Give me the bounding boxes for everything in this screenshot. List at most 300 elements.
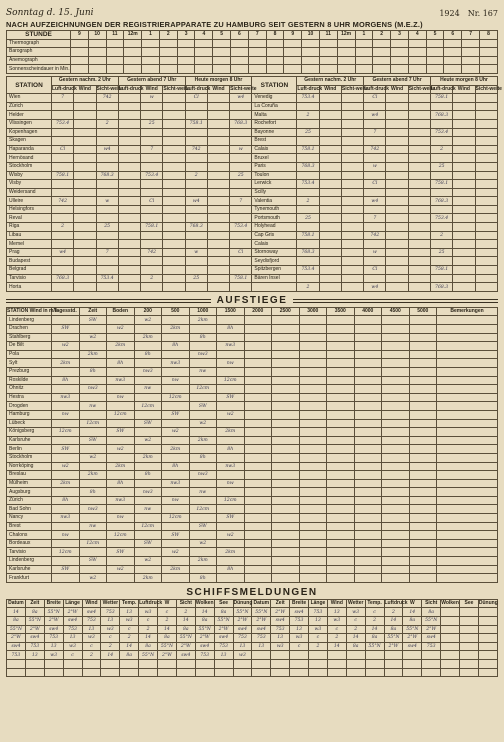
schiff-value: 753: [422, 642, 441, 651]
right-obs-value: 2: [297, 111, 319, 120]
schiff-col-header: See: [460, 599, 479, 608]
right-obs-value: [408, 248, 430, 257]
hour-value: [231, 39, 249, 48]
right-obs-value: [475, 240, 497, 249]
subcol-header: Sicht-weite: [96, 85, 123, 92]
aufstiege-value: nw3: [107, 496, 135, 505]
right-obs-value: 768.3: [297, 162, 319, 171]
schiff-value: [478, 668, 497, 677]
aufstiege-value: [437, 514, 498, 523]
left-obs-value: 742: [52, 197, 74, 206]
aufstiege-value: [382, 539, 410, 548]
right-obs-value: [386, 145, 408, 154]
aufstiege-value: [272, 496, 300, 505]
hour-cell: 3: [177, 31, 195, 40]
aufstiege-station: Stockholm: [7, 453, 52, 462]
schiff-value: [233, 668, 252, 677]
left-obs-value: [118, 171, 140, 180]
aufstiege-value: nw: [217, 479, 245, 488]
schiff-value: [120, 659, 139, 668]
right-obs-value: 758.1: [297, 145, 319, 154]
aufstiege-value: [107, 419, 135, 428]
aufstiege-value: [354, 462, 382, 471]
aufstiege-value: SW: [217, 393, 245, 402]
schiff-value: [25, 668, 44, 677]
aufstiege-value: [382, 574, 410, 583]
right-obs-value: [430, 223, 452, 232]
left-obs-value: [185, 111, 207, 120]
schiff-value: 13: [290, 625, 309, 634]
schiff-value: sw4: [233, 625, 252, 634]
aufstiege-value: nw3: [162, 359, 190, 368]
schiff-value: 14: [176, 617, 195, 626]
aufstiege-value: [409, 453, 437, 462]
hour-value: [337, 48, 355, 57]
aufstiege-value: [437, 539, 498, 548]
aufstiege-value: [437, 367, 498, 376]
aufstiege-value: [189, 565, 217, 574]
left-obs-value: [207, 197, 229, 206]
left-obs-value: [230, 188, 252, 197]
schiff-value: [346, 668, 365, 677]
aufstiege-value: [382, 445, 410, 454]
aufstiege-value: [409, 402, 437, 411]
aufstiege-value: [354, 548, 382, 557]
aufstiege-value: [189, 462, 217, 471]
left-obs-value: 25: [185, 274, 207, 283]
aufstiege-value: SW: [52, 565, 80, 574]
aufstiege-value: [272, 385, 300, 394]
subcol-header: Luft-druck: [297, 85, 323, 92]
hour-value: [408, 65, 426, 74]
aufstiege-value: [217, 488, 245, 497]
schiff-value: [271, 659, 290, 668]
aufstiege-value: [437, 445, 498, 454]
aufstiege-value: [107, 539, 135, 548]
right-station-name: Brest: [252, 137, 297, 146]
right-obs-value: [408, 266, 430, 275]
left-obs-value: [118, 128, 140, 137]
right-obs-value: [386, 94, 408, 103]
aufstiege-value: 2km: [189, 436, 217, 445]
aufstiege-value: [437, 557, 498, 566]
aufstiege-value: w2: [134, 436, 162, 445]
aufstiege-value: [244, 402, 272, 411]
left-obs-value: [163, 111, 185, 120]
aufstiege-value: [327, 496, 355, 505]
schiff-value: sw4: [271, 617, 290, 626]
schiff-value: 8a: [120, 651, 139, 660]
schiff-value: 8a: [422, 608, 441, 617]
aufstiege-value: [52, 505, 80, 514]
schiff-value: [422, 659, 441, 668]
schiff-value: 753: [44, 634, 63, 643]
aufstiege-value: [272, 359, 300, 368]
schiff-value: 2°W: [63, 608, 82, 617]
right-obs-value: 25: [430, 248, 452, 257]
aufstiege-value: [299, 496, 327, 505]
right-obs-value: [475, 223, 497, 232]
aufstiege-value: 8h: [162, 462, 190, 471]
right-obs-value: [475, 248, 497, 257]
hour-value: [426, 56, 444, 65]
aufstiege-value: [409, 471, 437, 480]
left-group-header: Gestern nachm. 2 Uhr: [52, 76, 119, 85]
schiff-value: 8a: [139, 642, 158, 651]
right-obs-value: [319, 188, 341, 197]
hour-value: [106, 48, 124, 57]
left-obs-value: [118, 248, 140, 257]
schiff-col-header: Breite: [44, 599, 63, 608]
issue-number: Nr. 167: [467, 9, 498, 18]
aufstiege-value: [409, 531, 437, 540]
schiff-value: [422, 668, 441, 677]
hour-value: [337, 65, 355, 74]
left-obs-value: [96, 266, 118, 275]
aufstiege-value: nw3: [189, 471, 217, 480]
schiff-value: [233, 659, 252, 668]
hour-value: [302, 65, 320, 74]
hour-value: [391, 48, 409, 57]
subcol-header: Sicht-weite: [163, 85, 190, 92]
left-obs-value: [74, 180, 96, 189]
aufstiege-value: [244, 505, 272, 514]
aufstiege-value: [354, 445, 382, 454]
schiff-value: sw4: [63, 617, 82, 626]
aufstiege-value: 12cm: [134, 522, 162, 531]
aufstiege-value: [244, 488, 272, 497]
right-obs-value: [386, 248, 408, 257]
hour-value: [231, 48, 249, 57]
left-obs-value: [185, 180, 207, 189]
hour-value: [391, 39, 409, 48]
aufstiege-value: [244, 350, 272, 359]
left-obs-value: [163, 197, 185, 206]
aufstiege-value: [244, 342, 272, 351]
schiff-value: 2: [309, 642, 328, 651]
right-obs-value: 7: [364, 128, 386, 137]
left-obs-value: [118, 154, 140, 163]
schiff-col-header: Breite: [290, 599, 309, 608]
aufstiege-value: [409, 419, 437, 428]
aufstiege-title: AUFSTIEGE: [216, 295, 288, 307]
right-obs-value: [408, 223, 430, 232]
schiff-value: [176, 668, 195, 677]
left-obs-value: [141, 214, 163, 223]
hour-value: [319, 48, 337, 57]
aufstiege-value: [327, 531, 355, 540]
aufstiege-value: [299, 453, 327, 462]
schiff-value: [214, 668, 233, 677]
left-obs-value: [141, 266, 163, 275]
aufstiege-value: nw: [79, 522, 107, 531]
right-obs-value: [453, 248, 475, 257]
aufstiege-value: [437, 359, 498, 368]
left-obs-value: Cl: [52, 145, 74, 154]
schiff-value: [460, 634, 479, 643]
schiff-value: 55°N: [233, 608, 252, 617]
schiff-heading: [6, 587, 498, 599]
schiff-value: c: [309, 634, 328, 643]
hour-value: [337, 39, 355, 48]
schiff-value: [403, 651, 422, 660]
right-obs-value: [453, 240, 475, 249]
right-obs-value: [364, 240, 386, 249]
left-obs-value: [207, 137, 229, 146]
left-obs-value: [118, 223, 140, 232]
right-obs-value: [408, 257, 430, 266]
right-obs-value: w4: [364, 283, 386, 292]
left-obs-value: [230, 154, 252, 163]
schiff-value: 753: [271, 625, 290, 634]
aufstiege-value: [409, 376, 437, 385]
left-station-name: Tarvisio: [7, 274, 52, 283]
schiff-value: [346, 651, 365, 660]
hour-value: [355, 39, 373, 48]
schiff-value: [44, 668, 63, 677]
schiff-value: 753: [290, 617, 309, 626]
right-obs-value: [408, 188, 430, 197]
aufstiege-value: [52, 419, 80, 428]
left-obs-value: w: [96, 197, 118, 206]
left-obs-value: [74, 154, 96, 163]
aufstiege-value: 2km: [107, 342, 135, 351]
aufstiege-value: [382, 565, 410, 574]
right-station-name: Calais: [252, 240, 297, 249]
aufstiege-value: [272, 539, 300, 548]
left-obs-value: 768.3: [96, 171, 118, 180]
aufstiege-value: nw: [189, 488, 217, 497]
schiff-col-header: Temp.: [120, 599, 139, 608]
hour-value: [302, 39, 320, 48]
aufstiege-value: [244, 333, 272, 342]
aufstiege-value: [437, 428, 498, 437]
left-obs-value: w: [185, 248, 207, 257]
schiff-col-header: Sicht: [422, 599, 441, 608]
left-obs-value: 2: [185, 171, 207, 180]
schiff-value: c: [365, 608, 384, 617]
aufstiege-value: [409, 359, 437, 368]
schiff-value: [176, 659, 195, 668]
schiff-value: 14: [403, 608, 422, 617]
aufstiege-value: SW: [162, 531, 190, 540]
schiff-value: 753: [252, 634, 271, 643]
aufstiege-col-header: Boden: [107, 307, 135, 316]
schiff-title: SCHIFFSMELDUNGEN: [186, 587, 318, 599]
left-obs-value: [74, 240, 96, 249]
hour-value: [426, 65, 444, 74]
aufstiege-station: Ohnitz: [7, 385, 52, 394]
aufstiege-value: 2km: [107, 462, 135, 471]
aufstiege-value: [327, 402, 355, 411]
schiff-value: 2°W: [44, 617, 63, 626]
schiff-value: 2°W: [25, 625, 44, 634]
aufstiege-value: [382, 359, 410, 368]
aufstiege-value: [162, 333, 190, 342]
hour-value: [319, 56, 337, 65]
aufstiege-value: [272, 410, 300, 419]
schiff-value: [252, 659, 271, 668]
aufstiege-value: [327, 419, 355, 428]
schiff-value: [441, 668, 460, 677]
aufstiege-value: [134, 393, 162, 402]
aufstiege-value: [189, 479, 217, 488]
right-station-name: Cap Gris: [252, 231, 297, 240]
left-obs-value: [207, 214, 229, 223]
aufstiege-value: 2km: [52, 359, 80, 368]
schiff-value: w3: [44, 651, 63, 660]
schiff-value: sw4: [422, 634, 441, 643]
right-obs-value: [475, 274, 497, 283]
left-obs-value: [207, 274, 229, 283]
left-obs-value: w: [230, 145, 252, 154]
aufstiege-value: [299, 574, 327, 583]
schiff-value: sw4: [82, 608, 101, 617]
aufstiege-value: [354, 488, 382, 497]
schiff-value: 13: [327, 608, 346, 617]
aufstiege-value: [107, 557, 135, 566]
schiff-col-header: Dünung: [233, 600, 253, 607]
left-obs-value: [207, 162, 229, 171]
right-obs-value: [319, 162, 341, 171]
schiff-value: 13: [25, 651, 44, 660]
left-obs-value: [207, 102, 229, 111]
aufstiege-value: 8h: [217, 445, 245, 454]
left-obs-value: [163, 180, 185, 189]
schiff-value: 55°N: [7, 625, 26, 634]
right-obs-value: [453, 145, 475, 154]
left-station-name: Haparanda: [7, 145, 52, 154]
schiff-value: w3: [120, 617, 139, 626]
aufstiege-value: [79, 462, 107, 471]
schiff-value: [195, 668, 214, 677]
left-obs-value: [207, 231, 229, 240]
left-obs-value: [96, 283, 118, 292]
schiff-value: [460, 642, 479, 651]
left-station-name: Reval: [7, 214, 52, 223]
schiff-value: 55°N: [365, 642, 384, 651]
schiff-value: 13: [252, 642, 271, 651]
schiff-value: 753: [101, 608, 120, 617]
aufstiege-value: [79, 479, 107, 488]
aufstiege-value: [217, 385, 245, 394]
right-obs-value: [475, 154, 497, 163]
left-obs-value: [52, 180, 74, 189]
right-obs-value: [386, 128, 408, 137]
aufstiege-value: [354, 393, 382, 402]
left-obs-value: [163, 231, 185, 240]
hour-value: [213, 56, 231, 65]
right-obs-value: [475, 162, 497, 171]
hourly-table: [6, 30, 498, 74]
aufstiege-value: [437, 436, 498, 445]
schiff-value: 13: [120, 608, 139, 617]
right-obs-value: 768.3: [430, 283, 452, 292]
schiff-col-header: Wind: [327, 599, 346, 608]
aufstiege-value: [327, 522, 355, 531]
hour-value: [177, 65, 195, 74]
aufstiege-value: [299, 505, 327, 514]
aufstiege-value: [327, 333, 355, 342]
aufstiege-value: [244, 557, 272, 566]
schiff-col-header: W: [158, 599, 177, 608]
schiff-value: [478, 659, 497, 668]
left-station-name: Wien: [7, 94, 52, 103]
right-obs-value: [341, 171, 363, 180]
subcol-header: Wind: [207, 85, 229, 94]
left-obs-value: 758.1: [230, 274, 252, 283]
right-obs-value: 25: [297, 128, 319, 137]
hour-value: [213, 65, 231, 74]
aufstiege-value: [327, 342, 355, 351]
left-station-name: Horta: [7, 283, 52, 292]
left-obs-value: [207, 145, 229, 154]
schiff-value: 8a: [214, 608, 233, 617]
schiff-value: [271, 668, 290, 677]
aufstiege-value: 12cm: [217, 376, 245, 385]
left-obs-value: [207, 223, 229, 232]
right-obs-value: [319, 240, 341, 249]
aufstiege-value: nw: [189, 367, 217, 376]
right-obs-value: [386, 162, 408, 171]
left-station-name: Belgrad: [7, 266, 52, 275]
left-obs-value: w4: [52, 248, 74, 257]
aufstiege-value: [162, 505, 190, 514]
hour-cell: 4: [408, 31, 426, 40]
handwritten-date: Sonntag d. 15. Juni: [6, 8, 94, 18]
schiff-value: [460, 659, 479, 668]
right-obs-value: [386, 231, 408, 240]
aufstiege-value: nw3: [162, 479, 190, 488]
right-obs-value: [319, 231, 341, 240]
aufstiege-value: [244, 496, 272, 505]
aufstiege-value: [272, 531, 300, 540]
hour-cell: 6: [231, 31, 249, 40]
schiff-value: [82, 659, 101, 668]
schiff-value: 2: [346, 625, 365, 634]
left-obs-value: [207, 188, 229, 197]
aufstiege-value: [107, 402, 135, 411]
aufstiege-value: [354, 342, 382, 351]
aufstiege-value: [244, 359, 272, 368]
aufstiege-value: [217, 539, 245, 548]
aufstiege-value: [382, 350, 410, 359]
left-obs-value: [74, 145, 96, 154]
aufstiege-station: Berlin: [7, 445, 52, 454]
left-obs-value: [74, 274, 96, 283]
aufstiege-value: nw: [134, 385, 162, 394]
schiff-value: 55°N: [25, 617, 44, 626]
aufstiege-station: Karlsruhe: [7, 565, 52, 574]
left-obs-value: [52, 240, 74, 249]
left-obs-value: [207, 283, 229, 292]
left-obs-value: [52, 162, 74, 171]
right-obs-value: [453, 188, 475, 197]
left-obs-value: [118, 94, 140, 103]
right-obs-value: [297, 274, 319, 283]
aufstiege-col-header: STATION Wind in m/s: [7, 308, 58, 315]
aufstiege-value: [189, 342, 217, 351]
aufstiege-value: [437, 471, 498, 480]
aufstiege-value: 12cm: [52, 548, 80, 557]
left-obs-value: 25: [141, 119, 163, 128]
hour-value: [177, 56, 195, 65]
left-obs-value: [207, 111, 229, 120]
schiff-value: 14: [120, 642, 139, 651]
hour-value: [462, 48, 480, 57]
left-obs-value: [230, 240, 252, 249]
aufstiege-value: [244, 428, 272, 437]
